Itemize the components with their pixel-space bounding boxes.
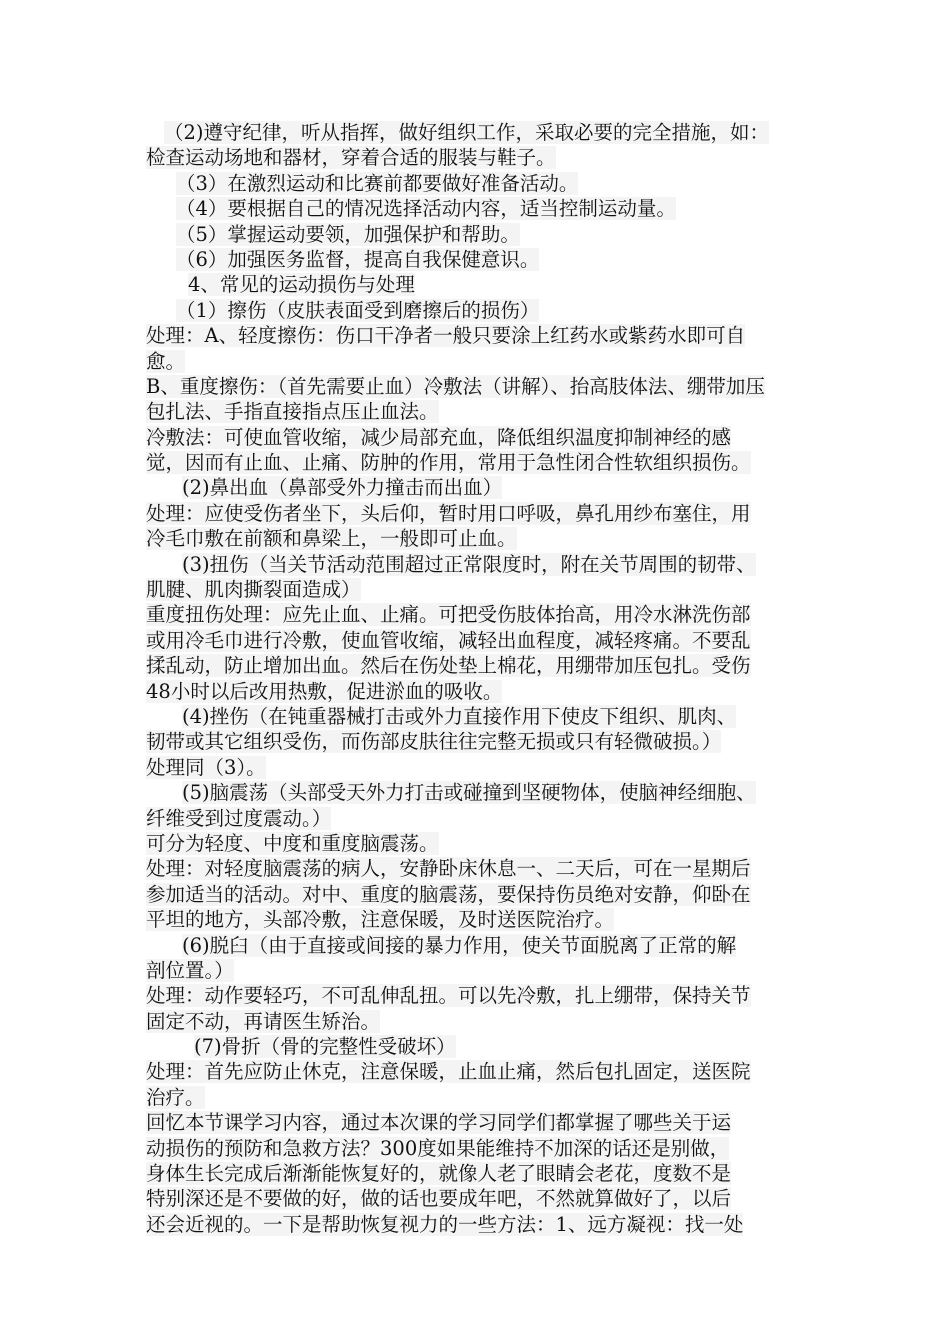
text-line [146,1034,836,1059]
text-line-content: 处理：应使受伤者坐下，头后仰，暂时用口呼吸，鼻孔用纱布塞住，用 [146,501,751,525]
text-line [146,475,836,500]
text-line-content: 身体生长完成后渐渐能恢复好的，就像人老了眼睛会老花，度数不是 [146,1162,732,1186]
text-line [146,1136,836,1161]
text-line-content: (6)脱臼（由于直接或间接的暴力作用，使关节面脱离了正常的解 [182,933,737,957]
text-line [146,323,836,348]
text-line-content: 还会近视的。一下是帮助恢复视力的一些方法：1、远方凝视：找一处 [146,1212,744,1236]
text-line-content: 愈。 [146,349,186,373]
text-line [146,1059,836,1084]
text-line [146,450,836,475]
text-line [146,1009,836,1034]
text-line [146,780,836,805]
text-line [146,222,836,247]
text-line-content: (3)扭伤（当关节活动范围超过正常限度时，附在关节周围的韧带、 [182,552,756,576]
text-line [146,1161,836,1186]
text-line-content: (4)挫伤（在钝重器械打击或外力直接作用下使皮下组织、肌肉、 [182,704,737,728]
document-page [146,120,836,1237]
text-line [146,577,836,602]
text-line [146,729,836,754]
text-line [146,958,836,983]
text-line-content: 韧带或其它组织受伤，而伤部皮肤往往完整无损或只有轻微破损。） [146,730,722,754]
text-line-content: (5)脑震荡（头部受天外力打击或碰撞到坚硬物体，使脑神经细胞、 [182,781,756,805]
text-line-content: (2)鼻出血（鼻部受外力撞击而出血） [182,476,503,500]
text-line-content: 48小时以后改用热敷，促进淤血的吸收。 [146,679,503,703]
text-line [146,907,836,932]
text-line [146,679,836,704]
text-line [146,272,836,297]
text-line-content: 处理同（3）。 [146,755,266,779]
text-line [146,806,836,831]
text-line-content: 处理：对轻度脑震荡的病人，安静卧床休息一、二天后，可在一星期后 [146,857,751,881]
text-line [146,145,836,170]
text-line-content: （1）擦伤（皮肤表面受到磨擦后的损伤） [176,298,540,322]
text-line-content: 特别深还是不要做的好，做的话也要成年吧，不然就算做好了，以后 [146,1187,732,1211]
text-line [146,171,836,196]
text-line-content: 包扎法、手指直接指点压止血法。 [146,400,439,424]
text-line [146,425,836,450]
text-line [146,1110,836,1135]
text-line-content: 处理：动作要轻巧，不可乱伸乱扭。可以先冷敷，扎上绷带，保持关节 [146,984,751,1008]
text-line-content: （4）要根据自己的情况选择活动内容，适当控制运动量。 [176,197,676,221]
text-line [146,755,836,780]
text-line-content: 治疗。 [146,1085,205,1109]
text-line-content: 剖位置。） [146,958,234,982]
text-line [146,552,836,577]
text-line-content: （5）掌握运动要领，加强保护和帮助。 [176,222,520,246]
text-line [146,349,836,374]
text-line-content: 肌腱、肌肉撕裂面造成） [146,578,361,602]
text-line [146,120,836,145]
text-line-content: （3）在激烈运动和比赛前都要做好准备活动。 [176,171,579,195]
text-line [146,628,836,653]
text-line [146,196,836,221]
text-line-content: （2)遵守纪律，听从指挥，做好组织工作，采取必要的完全措施，如： [164,121,770,144]
text-line [146,1186,836,1211]
text-line-content: 纤维受到过度震动。） [146,806,332,830]
text-line [146,501,836,526]
text-line [146,882,836,907]
text-line-content: 参加适当的活动。对中、重度的脑震荡，要保持伤员绝对安静，仰卧在 [146,882,751,906]
text-line-content: 冷毛巾敷在前额和鼻梁上，一般即可止血。 [146,527,517,551]
text-line-content: 检查运动场地和器材，穿着合适的服装与鞋子。 [146,146,556,170]
text-line [146,298,836,323]
text-line [146,856,836,881]
text-line [146,933,836,958]
text-line [146,704,836,729]
text-line-content: B、重度擦伤：（首先需要止血）冷敷法（讲解）、抬高肢体法、绷带加压 [146,374,765,398]
text-line-content: 或用冷毛巾进行冷敷，使血管收缩，减轻出血程度，减轻疼痛。不要乱 [146,628,751,652]
text-line [146,247,836,272]
text-line-content: (7)骨折（骨的完整性受破坏） [194,1035,456,1059]
text-line-content: （6）加强医务监督，提高自我保健意识。 [176,247,540,271]
text-line [146,983,836,1008]
text-line-content: 觉，因而有止血、止痛、防肿的作用，常用于急性闭合性软组织损伤。 [146,451,751,475]
text-line-content: 重度扭伤处理：应先止血、止痛。可把受伤肢体抬高，用冷水淋洗伤部 [146,603,751,627]
text-line-content: 平坦的地方，头部冷敷，注意保暖，及时送医院治疗。 [146,908,615,932]
text-line [146,399,836,424]
text-line-content: 处理：首先应防止休克，注意保暖，止血止痛，然后包扎固定，送医院 [146,1060,751,1084]
text-line-content: 可分为轻度、中度和重度脑震荡。 [146,831,439,855]
text-line-content: 回忆本节课学习内容，通过本次课的学习同学们都掌握了哪些关于运 [146,1111,732,1135]
text-line [146,602,836,627]
text-line [146,1212,836,1237]
text-line-content: 动损伤的预防和急救方法？300度如果能维持不加深的话还是别做， [146,1136,730,1160]
text-line-content: 固定不动，再请医生矫治。 [146,1009,381,1033]
text-line-content: 冷敷法：可使血管收缩，减少局部充血，降低组织温度抑制神经的感 [146,425,732,449]
text-line [146,653,836,678]
text-line [146,1085,836,1110]
text-line [146,374,836,399]
text-line-content: 揉乱动，防止增加出血。然后在伤处垫上棉花，用绷带加压包扎。受伤 [146,654,751,678]
text-line [146,526,836,551]
text-line [146,831,836,856]
text-line-content: 4、常见的运动损伤与处理 [188,273,415,297]
text-line-content: 处理：A、轻度擦伤：伤口干净者一般只要涂上红药水或紫药水即可自 [146,324,746,348]
